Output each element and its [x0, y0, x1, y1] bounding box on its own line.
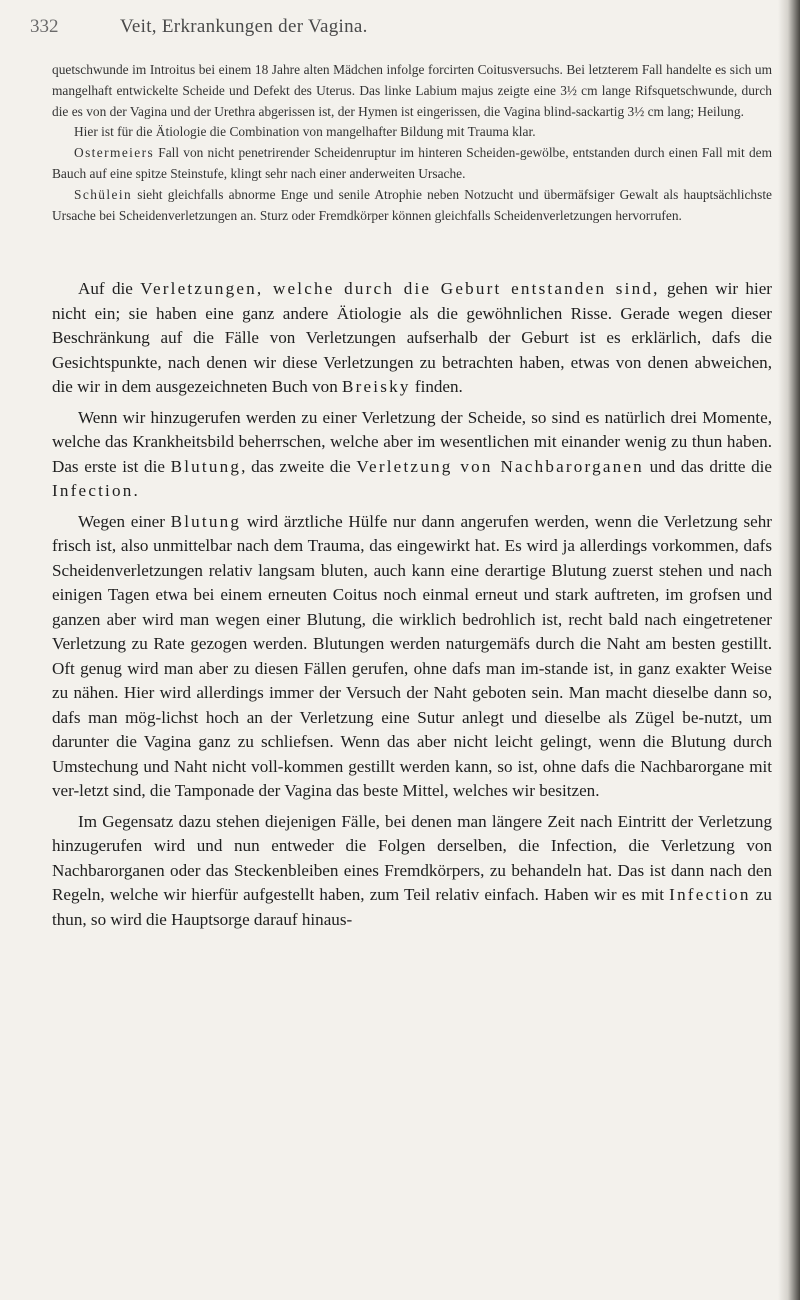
- text-run: wird ärztliche Hülfe nur dann angerufen werden, wenn die Verletzung sehr frisch ist, also unmittelbar nach dem Trauma, das eingewirkt hat. Es wird ja allerdings vorkommen, dafs Scheidenverletzungen relativ langsam bluten, auch kann eine derartige Blutung zuerst stehen und nach einigen Tagen etwa bei einem erneuten Coitus noch einmal erneut und stark auftreten, im grofsen und ganzen aber wird man wegen einer Blutung, die wirklich bedrohlich ist, recht bald nach eingetretener Verletzung zu Rate gezogen werden. Blutungen werden naturgemäfs durch die Naht am besten gestillt. Oft genug wird man aber zu diesen Fällen gerufen, ohne dafs man im-stande ist, in ganz exakter Weise zu nähen. Hier wird allerdings immer der Versuch der Naht geboten sein. Man macht dieselbe dann so, dafs man mög-lichst hoch an der Verletzung eine Sutur anlegt und dieselbe als Zügel be-nutzt, um darunter die Vagina ganz zu schliefsen. Wenn das aber nicht leicht gelingt, wenn die Blutung durch Umstechung und Naht nicht voll-kommen gestillt werden kann, so ist, ohne dafs die Nachbarorgane mit ver-letzt sind, die Tamponade der Vagina das beste Mittel, welches wir besitzen.: [52, 511, 772, 800]
- running-title: Veit, Erkrankungen der Vagina.: [120, 16, 368, 37]
- text-run: zu thun, so wird die Hauptsorge darauf hinaus-: [52, 885, 772, 929]
- small-paragraph: [52, 185, 772, 227]
- text-run: Im Gegensatz dazu stehen diejenigen Fälle, bei denen man längere Zeit nach Eintritt der Verletzung hinzugerufen wird und nun entweder die Folgen derselben, die Infection, die Verletzung von Nachbarorganen oder das Steckenbleiben eines Fremdkörpers, zu behandeln hat. Das ist dann nach den Regeln, welche wir hierfür aufgestellt haben, zum Teil relativ einfach. Haben wir es mit: [52, 811, 772, 904]
- text-run: Auf die: [78, 279, 141, 298]
- spaced-emphasis-text: Breisky: [342, 377, 411, 396]
- spaced-emphasis-text: Ostermeiers: [74, 145, 155, 161]
- text-run: , das zweite die: [241, 456, 357, 476]
- spaced-emphasis-text: Verletzungen, welche durch die Geburt entstanden sind,: [140, 279, 660, 298]
- main-paragraph: [52, 810, 772, 933]
- text-run: und das dritte die: [643, 456, 773, 476]
- text-run: .: [133, 481, 138, 500]
- page-edge-shadow: [778, 0, 800, 1300]
- spaced-emphasis-text: Blutung: [170, 511, 242, 531]
- spaced-emphasis-text: Blutung: [170, 456, 242, 476]
- text-run: Hier ist für die Ätiologie die Combination von mangelhafter Bildung mit Trauma klar.: [74, 124, 536, 140]
- small-paragraph: [52, 122, 772, 143]
- small-paragraph: [52, 60, 772, 122]
- page-header: [30, 16, 770, 46]
- page-number: 332: [30, 16, 59, 37]
- text-run: Wegen einer: [78, 511, 171, 531]
- text-run: sieht gleichfalls abnorme Enge und senile Atrophie neben Notzucht und übermäfsiger Gewalt als hauptsächlichste Ursache bei Scheidenverletzungen an. Sturz oder Fremdkörper können gleichfalls Scheidenverletzungen hervorrufen.: [52, 186, 772, 223]
- text-run: quetschwunde im Introitus bei einem 18 Jahre alten Mädchen infolge forcirten Coitusversuchs. Bei letzterem Fall handelte es sich um mangelhaft entwickelte Scheide und Defekt des Uterus. Das linke Labium majus zeigte eine 3½ cm lange Rifsquetschwunde, durch die es von der Vagina und der Urethra abgerissen ist, der Hymen ist eingerissen, die Vagina blind-sackartig 3½ cm lang; Heilung.: [52, 62, 772, 119]
- small-paragraph: [52, 143, 772, 185]
- spaced-emphasis-text: Infection: [52, 481, 134, 500]
- main-paragraph: [52, 510, 772, 804]
- text-run: gehen wir hier nicht ein; sie haben eine ganz andere Ätiologie als die gewöhnlichen Risse. Gerade wegen dieser Beschränkung auf die Fälle von Verletzungen aufserhalb der Geburt ist es erklärlich, dafs die Gesichtspunkte, nach denen wir diese Verletzungen zu betrachten haben, etwas von denen abweichen, die wir in dem ausgezeichneten Buch von: [52, 279, 772, 396]
- spaced-emphasis-text: Schülein: [74, 186, 133, 202]
- text-run: Wenn wir hinzugerufen werden zu einer Verletzung der Scheide, so sind es natürlich drei Momente, welche das Krankheitsbild beherrschen, welche aber im wesentlichen mit einander wenig zu thun haben. Das erste ist die: [52, 407, 772, 476]
- spaced-emphasis-text: Verletzung von Nachbarorganen: [356, 456, 644, 476]
- small-print-section: [52, 60, 772, 226]
- text-run: finden.: [410, 377, 463, 396]
- text-run: Fall von nicht penetrirender Scheidenruptur im hinteren Scheiden-gewölbe, entstanden durch einen Fall mit dem Bauch auf eine spitze Steinstufe, klingt sehr nach einer anderweiten Ursache.: [52, 145, 772, 181]
- main-paragraph: [52, 277, 772, 400]
- spaced-emphasis-text: Infection: [669, 885, 751, 904]
- main-paragraph: [52, 406, 772, 504]
- main-text-section: [52, 277, 772, 932]
